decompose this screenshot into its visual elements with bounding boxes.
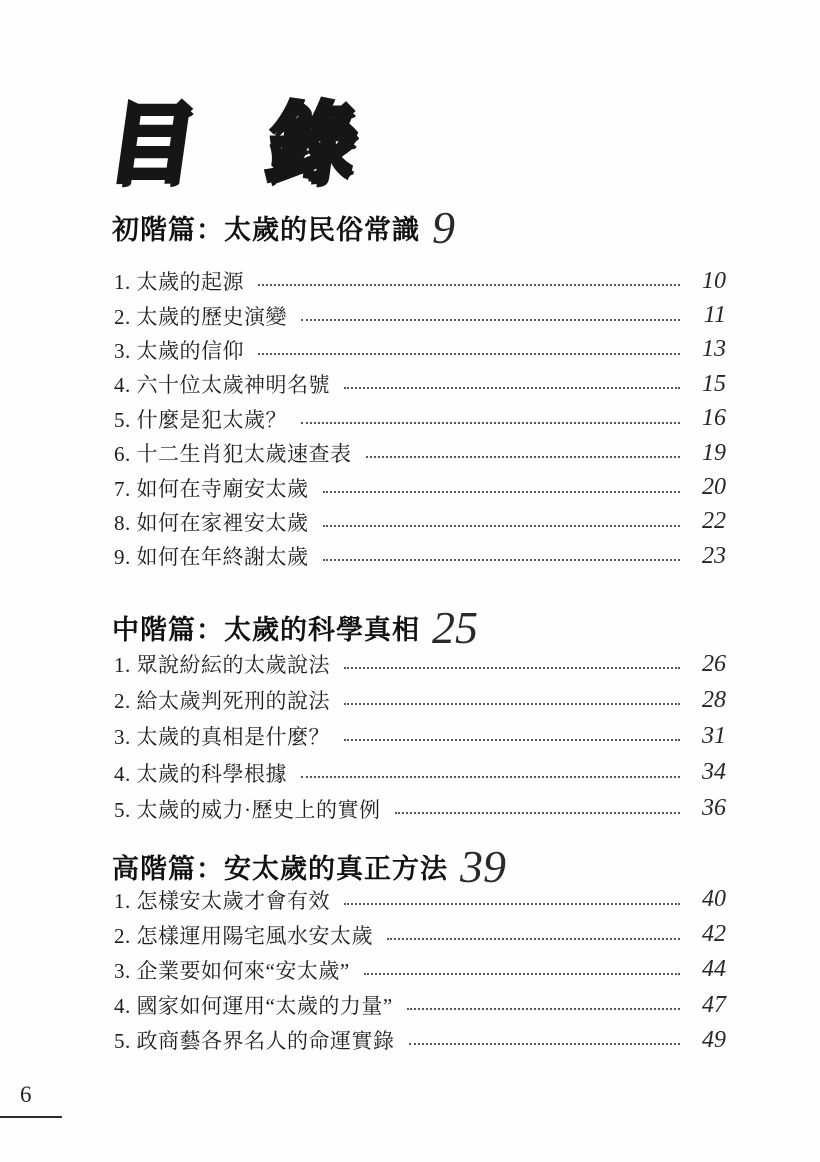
toc-item-label: 2. 怎樣運用陽宅風水安太歲: [114, 923, 373, 948]
toc-item-label: 5. 政商藝各界名人的命運實錄: [114, 1029, 395, 1054]
toc-item-page: 20: [702, 474, 726, 501]
toc-leader-dots: [301, 776, 680, 778]
toc-item-label: 3. 太歲的信仰: [114, 338, 244, 363]
toc-item-page: 16: [702, 405, 726, 432]
toc-item-page: 11: [703, 302, 726, 329]
toc-row: [114, 539, 726, 573]
toc-row: [114, 646, 726, 682]
toc-leader-dots: [364, 973, 680, 975]
toc-item-label: 5. 太歲的威力·歷史上的實例: [114, 797, 381, 822]
toc-leader-dots: [323, 559, 681, 561]
toc-leader-dots: [395, 812, 681, 814]
toc-row: [114, 505, 726, 539]
toc-item-label: 3. 企業要如何來“安太歲”: [114, 958, 350, 983]
toc-item-label: 4. 六十位太歲神明名號: [114, 373, 330, 398]
toc-item-page: 34: [702, 759, 726, 786]
toc-item-label: 1. 眾說紛紜的太歲說法: [114, 653, 330, 678]
toc-item-label: 2. 給太歲判死刑的說法: [114, 689, 330, 714]
section-heading-advanced: [112, 841, 506, 892]
toc-row: [114, 988, 726, 1023]
toc-leader-dots: [323, 525, 681, 527]
toc-item-page: 15: [702, 370, 726, 397]
toc-row: [114, 436, 726, 470]
toc-row: [114, 367, 726, 401]
title-char-mu: 目: [101, 94, 204, 193]
toc-item-label: 2. 太歲的歷史演變: [114, 304, 287, 329]
toc-item-label: 4. 國家如何運用“太歲的力量”: [114, 994, 393, 1019]
toc-item-label: 1. 太歲的起源: [114, 270, 244, 295]
toc-item-label: 7. 如何在寺廟安太歲: [114, 476, 309, 501]
toc-item-page: 10: [702, 267, 726, 294]
toc-row: [114, 682, 726, 718]
toc-item-page: 13: [702, 336, 726, 363]
toc-list-advanced: [114, 882, 726, 1058]
toc-leader-dots: [301, 422, 680, 424]
toc-item-label: 4. 太歲的科學根據: [114, 761, 287, 786]
toc-leader-dots: [258, 284, 680, 286]
toc-item-page: 31: [702, 722, 726, 749]
footer-page-number: 6: [20, 1082, 32, 1107]
section-heading-text: 初階篇：太歲的民俗常識: [112, 215, 420, 245]
toc-row: [114, 470, 726, 504]
title-char-lu: 錄: [261, 94, 364, 193]
toc-row: [114, 718, 726, 754]
toc-item-label: 9. 如何在年終謝太歲: [114, 545, 309, 570]
toc-item-page: 44: [702, 956, 726, 983]
section-heading-text: 高階篇：安太歲的真正方法: [112, 854, 448, 884]
toc-item-page: 49: [702, 1026, 726, 1053]
toc-leader-dots: [344, 703, 680, 705]
toc-row: [114, 298, 726, 332]
toc-item-page: 42: [702, 921, 726, 948]
toc-leader-dots: [387, 938, 680, 940]
toc-leader-dots: [301, 319, 680, 321]
page-title: [101, 94, 364, 193]
section-heading-text: 中階篇：太歲的科學真相: [112, 615, 420, 645]
toc-leader-dots: [344, 903, 680, 905]
toc-leader-dots: [344, 387, 680, 389]
toc-item-page: 36: [702, 795, 726, 822]
section-heading-beginner: [112, 202, 455, 253]
toc-leader-dots: [344, 739, 680, 741]
toc-item-page: 28: [702, 686, 726, 713]
section-heading-intermediate: [112, 602, 478, 653]
toc-item-page: 19: [702, 439, 726, 466]
toc-leader-dots: [323, 491, 681, 493]
toc-list-intermediate: [114, 646, 726, 827]
toc-item-page: 23: [702, 542, 726, 569]
toc-row: [114, 917, 726, 952]
toc-row: [114, 264, 726, 298]
section-page-number: 9: [432, 202, 455, 253]
toc-leader-dots: [366, 456, 681, 458]
toc-item-label: 5. 什麼是犯太歲？: [114, 407, 287, 432]
toc-item-page: 40: [702, 886, 726, 913]
toc-row: [114, 1023, 726, 1058]
section-page-number: 25: [432, 602, 478, 653]
toc-row: [114, 333, 726, 367]
footer-rule: [0, 1116, 62, 1118]
toc-leader-dots: [258, 353, 680, 355]
toc-item-label: 6. 十二生肖犯太歲速查表: [114, 442, 352, 467]
toc-item-label: 1. 怎樣安太歲才會有效: [114, 888, 330, 913]
toc-item-label: 8. 如何在家裡安太歲: [114, 510, 309, 535]
toc-leader-dots: [344, 667, 680, 669]
toc-leader-dots: [409, 1043, 681, 1045]
toc-item-label: 3. 太歲的真相是什麼？: [114, 725, 330, 750]
toc-row: [114, 402, 726, 436]
toc-item-page: 47: [702, 991, 726, 1018]
toc-item-page: 26: [702, 650, 726, 677]
toc-item-page: 22: [702, 508, 726, 535]
toc-row: [114, 952, 726, 987]
toc-leader-dots: [407, 1008, 680, 1010]
toc-list-beginner: [114, 264, 726, 574]
toc-row: [114, 791, 726, 827]
toc-row: [114, 755, 726, 791]
section-page-number: 39: [460, 841, 506, 892]
toc-row: [114, 882, 726, 917]
